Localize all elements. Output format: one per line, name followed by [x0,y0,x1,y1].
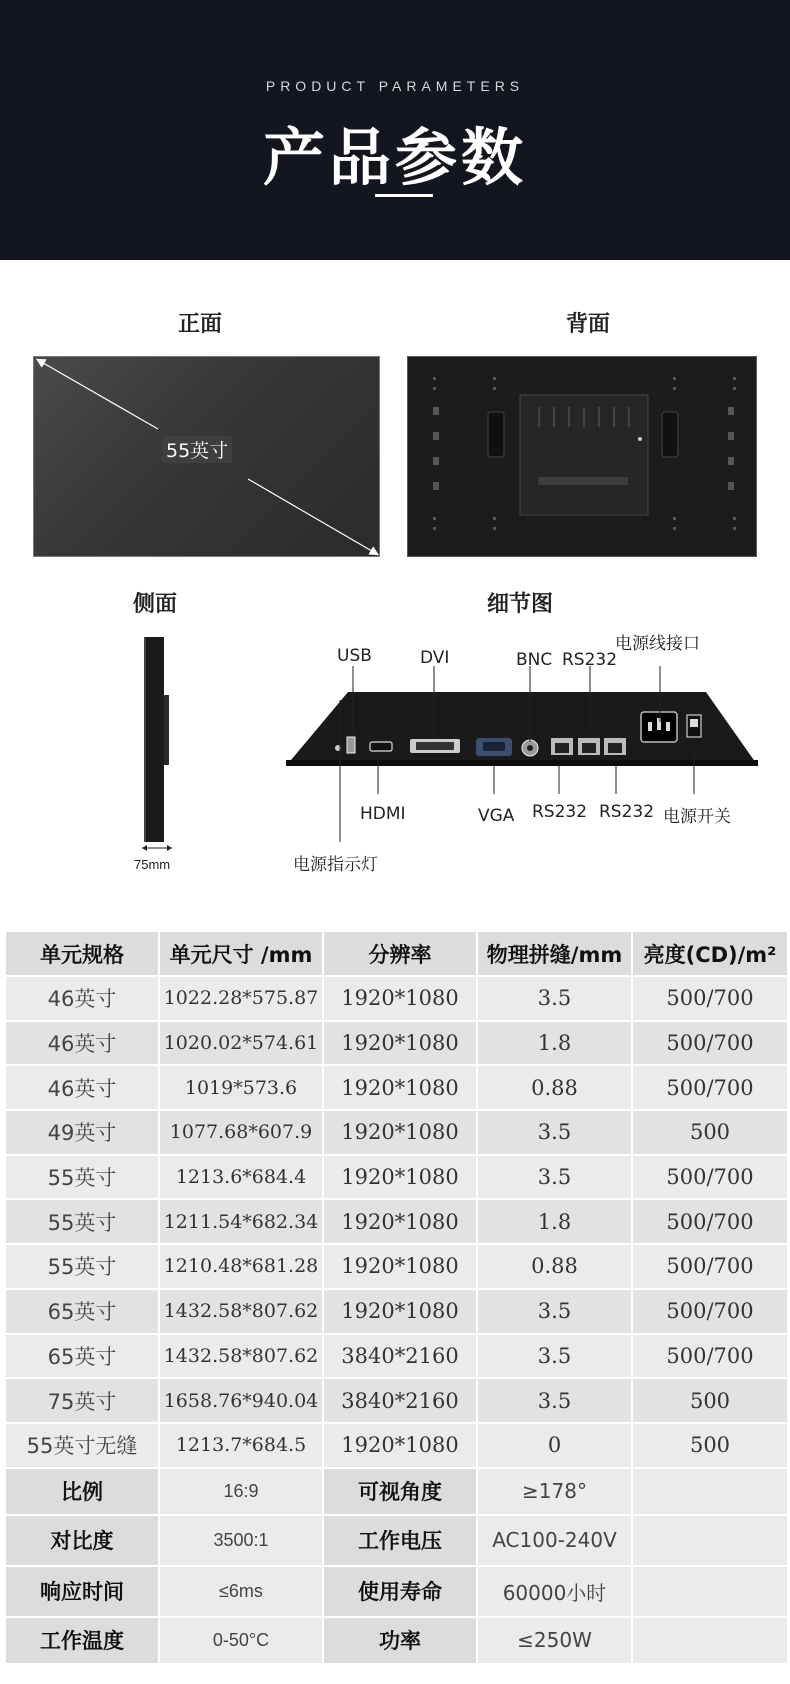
cell-size: 1210.48*681.28 [159,1244,323,1289]
cell-resolution: 1920*1080 [323,976,477,1021]
port-label-rs232-top: RS232 [562,650,618,670]
table-row [5,1423,788,1468]
cell-resolution: 1920*1080 [323,1244,477,1289]
spec-label: 对比度 [5,1515,159,1566]
table-row [5,1199,788,1244]
spec-label: 使用寿命 [323,1566,477,1617]
spec-row-extra [5,1468,788,1515]
header-brightness: 亮度(CD)/m² [632,931,788,976]
port-label-power-interface: 电源线接口 [615,634,700,654]
cell-model: 49英寸 [5,1110,159,1155]
cell-model: 55英寸 [5,1155,159,1200]
port-label-dvi: DVI [420,648,450,668]
header-subtitle: PRODUCT PARAMETERS [265,78,525,94]
spec-label: 工作温度 [5,1617,159,1664]
cell-brightness: 500 [632,1110,788,1155]
cell-gap: 1.8 [477,1021,632,1066]
cell-model: 55英寸 [5,1199,159,1244]
table-row [5,1289,788,1334]
cell-gap: 3.5 [477,1155,632,1200]
cell-model: 65英寸 [5,1334,159,1379]
spec-table-header [5,931,788,976]
cell-resolution: 3840*2160 [323,1378,477,1423]
table-row [5,1378,788,1423]
cell-size: 1432.58*807.62 [159,1289,323,1334]
cell-brightness: 500/700 [632,1065,788,1110]
cell-brightness: 500/700 [632,976,788,1021]
cell-size: 1020.02*574.61 [159,1021,323,1066]
spec-empty-cell [632,1468,788,1515]
spec-label: 响应时间 [5,1566,159,1617]
cell-size: 1658.76*940.04 [159,1378,323,1423]
cell-size: 1077.68*607.9 [159,1110,323,1155]
cell-size: 1213.7*684.5 [159,1423,323,1468]
cell-size: 1432.58*807.62 [159,1334,323,1379]
spec-value: 3500:1 [159,1515,323,1566]
cell-model: 55英寸 [5,1244,159,1289]
table-row [5,1244,788,1289]
header-resolution: 分辨率 [323,931,477,976]
back-panel-image [407,356,757,557]
spec-label: 工作电压 [323,1515,477,1566]
header-banner [0,0,790,260]
port-label-hdmi: HDMI [360,804,406,824]
cell-model: 65英寸 [5,1289,159,1334]
spec-row-extra [5,1515,788,1566]
cell-size: 1211.54*682.34 [159,1199,323,1244]
table-row [5,976,788,1021]
cell-gap: 3.5 [477,1289,632,1334]
cell-resolution: 1920*1080 [323,1021,477,1066]
cell-gap: 3.5 [477,976,632,1021]
cell-gap: 3.5 [477,1110,632,1155]
diagonal-size-label: 55英寸 [162,436,232,463]
table-row [5,1155,788,1200]
table-row [5,1110,788,1155]
back-view-title: 背面 [565,312,610,337]
cell-model: 75英寸 [5,1378,159,1423]
cell-brightness: 500/700 [632,1021,788,1066]
cell-brightness: 500/700 [632,1155,788,1200]
spec-value: 60000小时 [477,1566,632,1617]
spec-empty-cell [632,1515,788,1566]
cell-model: 46英寸 [5,976,159,1021]
cell-resolution: 3840*2160 [323,1334,477,1379]
spec-value: AC100-240V [477,1515,632,1566]
cell-gap: 1.8 [477,1199,632,1244]
spec-empty-cell [632,1566,788,1617]
cell-gap: 3.5 [477,1334,632,1379]
cell-brightness: 500/700 [632,1244,788,1289]
cell-gap: 0.88 [477,1244,632,1289]
cell-size: 1019*573.6 [159,1065,323,1110]
spec-row-extra [5,1617,788,1664]
port-label-power-switch: 电源开关 [663,807,731,827]
port-label-usb: USB [337,646,372,666]
port-label-rs232-a: RS232 [532,802,588,822]
header-unit-size: 单元尺寸 /mm [159,931,323,976]
cell-model: 55英寸无缝 [5,1423,159,1468]
cell-size: 1213.6*684.4 [159,1155,323,1200]
header-bezel-gap: 物理拼缝/mm [477,931,632,976]
port-label-vga: VGA [478,806,515,826]
detail-view-title: 细节图 [486,592,553,617]
spec-label: 比例 [5,1468,159,1515]
table-row [5,1065,788,1110]
spec-value: 0-50°C [159,1617,323,1664]
cell-brightness: 500/700 [632,1334,788,1379]
spec-value: ≥178° [477,1468,632,1515]
spec-value: ≤250W [477,1617,632,1664]
side-width-label: 75mm [134,857,171,872]
spec-empty-cell [632,1617,788,1664]
cell-resolution: 1920*1080 [323,1289,477,1334]
header-divider [375,194,433,197]
spec-label: 可视角度 [323,1468,477,1515]
cell-resolution: 1920*1080 [323,1199,477,1244]
spec-value: ≤6ms [159,1566,323,1617]
cell-size: 1022.28*575.87 [159,976,323,1021]
cell-model: 46英寸 [5,1065,159,1110]
header-title: 产品参数 [262,121,527,194]
cell-gap: 3.5 [477,1378,632,1423]
cell-brightness: 500 [632,1423,788,1468]
cell-brightness: 500 [632,1378,788,1423]
cell-resolution: 1920*1080 [323,1110,477,1155]
port-label-rs232-b: RS232 [599,802,655,822]
cell-model: 46英寸 [5,1021,159,1066]
cell-brightness: 500/700 [632,1289,788,1334]
port-label-power-indicator: 电源指示灯 [293,855,378,875]
side-view-title: 侧面 [132,592,177,617]
cell-gap: 0.88 [477,1065,632,1110]
spec-row-extra [5,1566,788,1617]
port-label-bnc: BNC [516,650,553,670]
cell-brightness: 500/700 [632,1199,788,1244]
header-unit-spec: 单元规格 [5,931,159,976]
spec-value: 16:9 [159,1468,323,1515]
table-row [5,1334,788,1379]
table-row [5,1021,788,1066]
front-view-title: 正面 [177,312,222,337]
cell-resolution: 1920*1080 [323,1155,477,1200]
cell-resolution: 1920*1080 [323,1065,477,1110]
cell-gap: 0 [477,1423,632,1468]
spec-table [4,930,789,1665]
cell-resolution: 1920*1080 [323,1423,477,1468]
spec-label: 功率 [323,1617,477,1664]
